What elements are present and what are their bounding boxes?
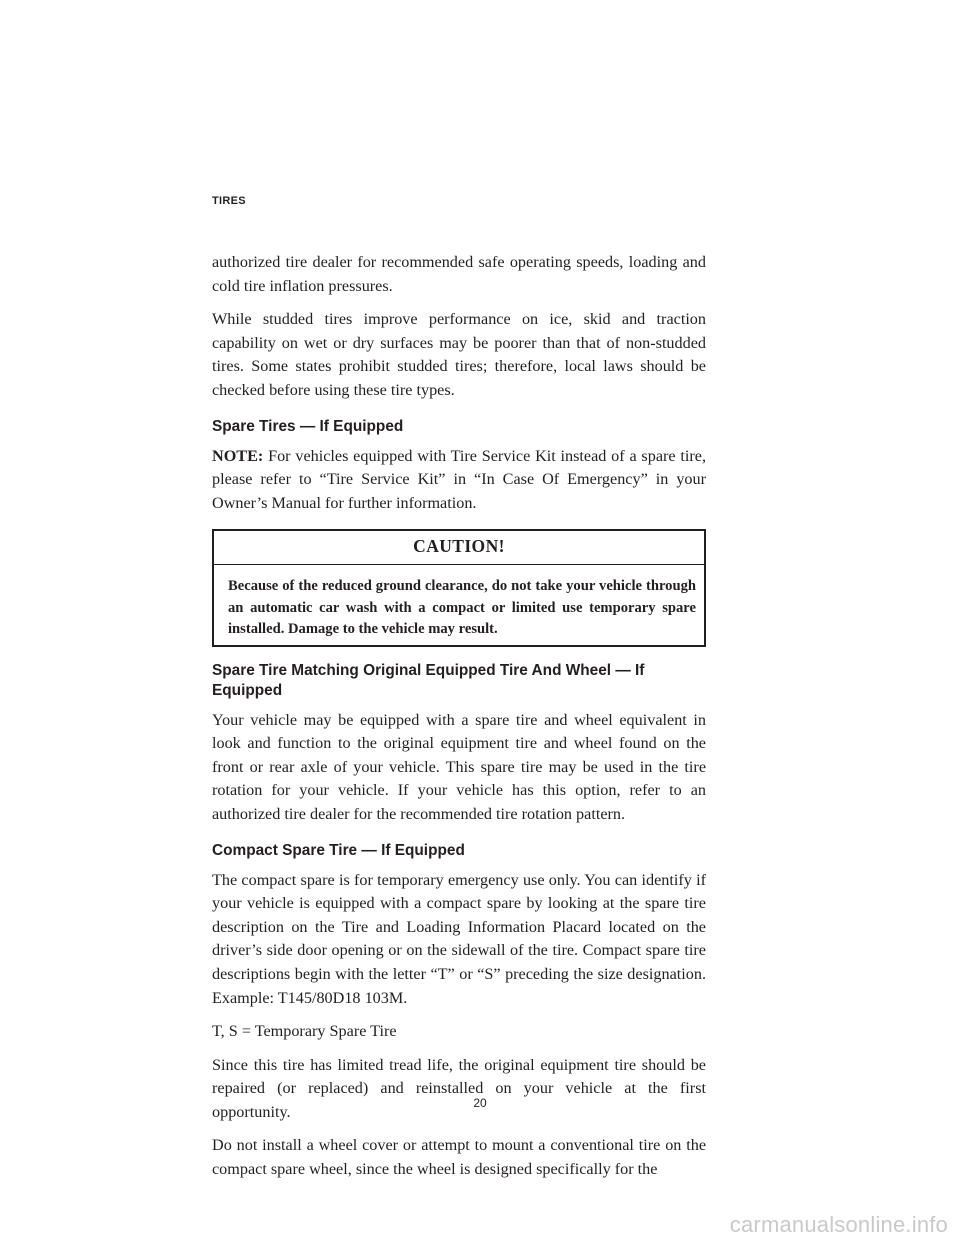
heading-spare-tires: Spare Tires — If Equipped bbox=[212, 417, 404, 435]
paragraph-wheel-cover: Do not install a wheel cover or attempt to mount a conventional tire on the compact spare wheel, since the wheel is designed specifically for the bbox=[212, 1136, 706, 1179]
section-header: TIRES bbox=[212, 195, 246, 207]
paragraph-matching-spare: Your vehicle may be equipped with a spare tire and wheel equivalent in look and function to the original equipment tire and wheel found on the front or rear axle of your vehicle. This spare tire may be used in the tire rotation for your vehicle. If your vehicle has this option, refer to an authorized tire dealer for the recommended tire rotation pattern. bbox=[212, 710, 706, 823]
page-content bbox=[212, 251, 706, 1192]
note-paragraph bbox=[212, 445, 706, 516]
caution-box bbox=[212, 529, 706, 646]
heading-matching-spare: Spare Tire Matching Original Equipped Tire And Wheel — If Equipped bbox=[212, 661, 645, 699]
caution-title: CAUTION! bbox=[214, 531, 704, 565]
watermark: carmanualsonline.info bbox=[729, 1212, 948, 1237]
paragraph-compact-spare: The compact spare is for temporary emergency use only. You can identify if your vehicle is equipped with a compact spare by looking at the spare tire description on the Tire and Loading Information Placard located on the driver’s side door opening or on the sidewall of the tire. Compact spare tire descriptions begin with the letter “T” or “S” preceding the size designation. Example: T145/80D18 103M. bbox=[212, 870, 706, 1007]
note-label: NOTE: bbox=[212, 446, 264, 465]
paragraph-tire-dealer: authorized tire dealer for recommended safe operating speeds, loading and cold tire inflation pressures. bbox=[212, 253, 706, 295]
heading-compact-spare: Compact Spare Tire — If Equipped bbox=[212, 841, 465, 859]
page-number: 20 bbox=[473, 1096, 487, 1110]
paragraph-tread-life: Since this tire has limited tread life, the original equipment tire should be repaired (or replaced) and reinstalled on your vehicle at the first opportunity. bbox=[212, 1055, 706, 1121]
paragraph-studded-tires: While studded tires improve performance on ice, skid and traction capability on wet or dry surfaces may be poorer than that of non-studded tires. Some states prohibit studded tires; therefore, local laws should be checked before using these tire types. bbox=[212, 310, 706, 399]
paragraph-temporary-spare: T, S = Temporary Spare Tire bbox=[212, 1022, 397, 1041]
note-text: For vehicles equipped with Tire Service Kit instead of a spare tire, please refer to “Tire Service Kit” in “In Case Of Emergency” in your Owner’s Manual for further information. bbox=[212, 446, 706, 512]
caution-text: Because of the reduced ground clearance, do not take your vehicle through an automatic car wash with a compact or limited use temporary spare installed. Damage to the vehicle may result. bbox=[228, 578, 696, 638]
